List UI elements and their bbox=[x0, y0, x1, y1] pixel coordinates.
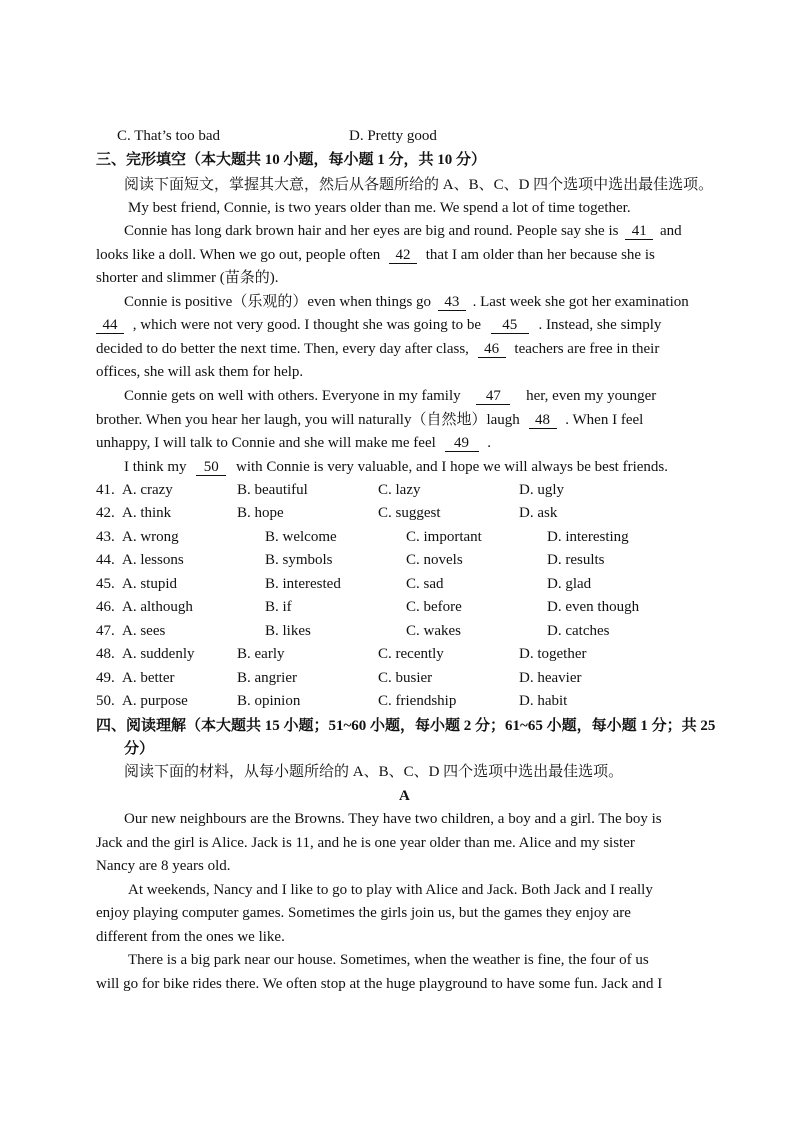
passage-text: There is a big park near our house. Sometimes, when the weather is fine, the four of us bbox=[128, 952, 649, 968]
answer-option-c: C. novels bbox=[406, 552, 463, 568]
cloze-text: shorter and slimmer (苗条的). bbox=[96, 270, 279, 286]
answer-option-d: D. habit bbox=[519, 693, 568, 709]
answer-option-c: C. suggest bbox=[378, 505, 441, 521]
section4-instruction: 阅读下面的材料，从每小题所给的 A、B、C、D 四个选项中选出最佳选项。 bbox=[124, 764, 624, 780]
cloze-line bbox=[96, 410, 643, 430]
answer-option-a: A. better bbox=[122, 670, 175, 686]
cloze-line bbox=[96, 245, 655, 265]
cloze-blank-46: 46 bbox=[478, 341, 506, 358]
answer-option-a: A. think bbox=[122, 505, 172, 521]
cloze-text: Connie gets on well with others. Everyone in my family bbox=[124, 388, 461, 404]
passage-text: Jack and the girl is Alice. Jack is 11, and he is one year older than me. Alice and my sister bbox=[96, 835, 635, 851]
passage-text: At weekends, Nancy and I like to go to play with Alice and Jack. Both Jack and I really bbox=[128, 882, 653, 898]
cloze-line bbox=[96, 339, 659, 359]
passage-text: Nancy are 8 years old. bbox=[96, 858, 231, 874]
option-d-top: D. Pretty good bbox=[349, 128, 437, 144]
cloze-text: that I am older than her because she is bbox=[425, 247, 655, 263]
cloze-text: Connie is positive（乐观的）even when things go bbox=[124, 294, 432, 310]
answer-option-a: A. stupid bbox=[122, 576, 178, 592]
question-number: 48. bbox=[96, 646, 115, 662]
cloze-text: teachers are free in their bbox=[514, 341, 660, 357]
answer-option-c: C. before bbox=[406, 599, 462, 615]
cloze-text: . Instead, she simply bbox=[538, 317, 662, 333]
cloze-blank-48: 48 bbox=[529, 412, 557, 429]
cloze-text: , which were not very good. I thought she was going to be bbox=[132, 317, 482, 333]
answer-option-a: A. sees bbox=[122, 623, 166, 639]
answer-option-b: B. hope bbox=[237, 505, 284, 521]
answer-option-b: B. symbols bbox=[265, 552, 333, 568]
option-c-top: C. That’s too bad bbox=[117, 128, 221, 144]
cloze-line bbox=[124, 386, 656, 406]
question-number: 50. bbox=[96, 693, 115, 709]
answer-option-c: C. sad bbox=[406, 576, 444, 592]
cloze-blank-45: 45 bbox=[491, 317, 529, 334]
answer-option-d: D. together bbox=[519, 646, 587, 662]
answer-option-b: B. early bbox=[237, 646, 285, 662]
answer-option-d: D. ask bbox=[519, 505, 558, 521]
cloze-blank-44: 44 bbox=[96, 317, 124, 334]
answer-option-d: D. glad bbox=[547, 576, 592, 592]
cloze-text: with Connie is very valuable, and I hope we will always be best friends. bbox=[236, 459, 668, 475]
cloze-text: I think my bbox=[124, 459, 187, 475]
passage-label: A bbox=[399, 788, 410, 804]
cloze-text: unhappy, I will talk to Connie and she will make me feel bbox=[96, 435, 436, 451]
answer-option-d: D. results bbox=[547, 552, 605, 568]
cloze-text: . bbox=[487, 435, 492, 451]
cloze-text: decided to do better the next time. Then, every day after class, bbox=[96, 341, 469, 357]
question-number: 49. bbox=[96, 670, 115, 686]
answer-option-d: D. catches bbox=[547, 623, 610, 639]
answer-option-b: B. welcome bbox=[265, 529, 337, 545]
section3-title: 三、完形填空（本大题共 10 小题，每小题 1 分，共 10 分） bbox=[96, 152, 487, 168]
section4-title-continued: 分） bbox=[124, 741, 155, 757]
answer-option-a: A. crazy bbox=[122, 482, 173, 498]
answer-option-d: D. heavier bbox=[519, 670, 582, 686]
cloze-text: looks like a doll. When we go out, people often bbox=[96, 247, 381, 263]
cloze-text: . When I feel bbox=[565, 412, 644, 428]
question-number: 46. bbox=[96, 599, 115, 615]
answer-option-b: B. beautiful bbox=[237, 482, 308, 498]
answer-option-b: B. if bbox=[265, 599, 292, 615]
cloze-blank-49: 49 bbox=[445, 435, 479, 452]
section4-title: 四、阅读理解（本大题共 15 小题；51~60 小题，每小题 2 分；61~65 小题，每小题 1 分；共 25 bbox=[96, 718, 716, 734]
question-number: 41. bbox=[96, 482, 115, 498]
cloze-line bbox=[124, 457, 668, 477]
cloze-blank-43: 43 bbox=[438, 294, 466, 311]
answer-option-c: C. wakes bbox=[406, 623, 461, 639]
question-number: 47. bbox=[96, 623, 115, 639]
answer-option-a: A. although bbox=[122, 599, 193, 615]
answer-option-d: D. ugly bbox=[519, 482, 564, 498]
cloze-blank-42: 42 bbox=[389, 247, 417, 264]
answer-option-c: C. recently bbox=[378, 646, 444, 662]
question-number: 43. bbox=[96, 529, 115, 545]
cloze-text: her, even my younger bbox=[526, 388, 657, 404]
cloze-text: offices, she will ask them for help. bbox=[96, 364, 304, 380]
cloze-paragraph-1: My best friend, Connie, is two years older than me. We spend a lot of time together. bbox=[128, 200, 631, 216]
cloze-blank-50: 50 bbox=[196, 459, 226, 476]
cloze-text: . Last week she got her examination bbox=[472, 294, 689, 310]
cloze-blank-41: 41 bbox=[625, 223, 653, 240]
answer-option-b: B. opinion bbox=[237, 693, 301, 709]
answer-option-c: C. friendship bbox=[378, 693, 457, 709]
question-number: 45. bbox=[96, 576, 115, 592]
answer-option-a: A. lessons bbox=[122, 552, 184, 568]
cloze-line bbox=[124, 221, 682, 241]
answer-option-d: D. even though bbox=[547, 599, 640, 615]
answer-option-c: C. lazy bbox=[378, 482, 421, 498]
answer-option-c: C. important bbox=[406, 529, 482, 545]
cloze-blank-47: 47 bbox=[476, 388, 510, 405]
passage-text: will go for bike rides there. We often stop at the huge playground to have some fun. Jack and I bbox=[96, 976, 663, 992]
passage-text: Our new neighbours are the Browns. They have two children, a boy and a girl. The boy is bbox=[124, 811, 662, 827]
passage-text: different from the ones we like. bbox=[96, 929, 285, 945]
answer-option-b: B. likes bbox=[265, 623, 311, 639]
answer-option-d: D. interesting bbox=[547, 529, 629, 545]
answer-option-a: A. purpose bbox=[122, 693, 188, 709]
cloze-line bbox=[96, 433, 491, 453]
answer-option-c: C. busier bbox=[378, 670, 433, 686]
answer-option-b: B. angrier bbox=[237, 670, 297, 686]
question-number: 44. bbox=[96, 552, 115, 568]
cloze-line bbox=[124, 292, 689, 312]
passage-text: enjoy playing computer games. Sometimes the girls join us, but the games they enjoy are bbox=[96, 905, 631, 921]
cloze-text: brother. When you hear her laugh, you will naturally（自然地）laugh bbox=[96, 412, 520, 428]
answer-option-b: B. interested bbox=[265, 576, 341, 592]
cloze-line bbox=[96, 315, 661, 335]
cloze-text: and bbox=[659, 223, 682, 239]
answer-option-a: A. suddenly bbox=[122, 646, 195, 662]
question-number: 42. bbox=[96, 505, 115, 521]
cloze-text: Connie has long dark brown hair and her eyes are big and round. People say she is bbox=[124, 223, 619, 239]
answer-option-a: A. wrong bbox=[122, 529, 179, 545]
section3-instruction: 阅读下面短文，掌握其大意，然后从各题所给的 A、B、C、D 四个选项中选出最佳选项。 bbox=[124, 177, 714, 193]
